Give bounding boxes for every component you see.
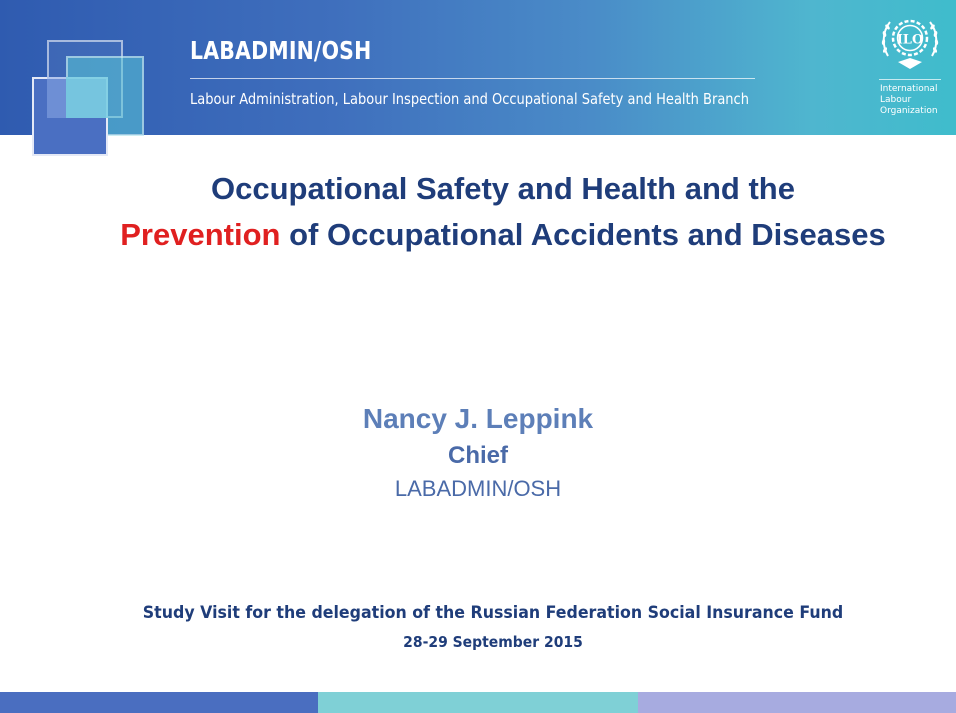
logo-divider [879,79,941,80]
footer-bar-segment [318,692,638,713]
branch-subtitle: Labour Administration, Labour Inspection and Occupational Safety and Health Branch [190,90,749,108]
presenter-org: LABADMIN/OSH [394,476,562,501]
title-highlight: Prevention [120,217,281,252]
footer-bar-segment [0,692,318,713]
header-divider [190,78,755,79]
presentation-title [100,166,906,258]
footer-bar-segment [638,692,956,713]
presenter-name: Nancy J. Leppink [362,403,594,434]
branch-title: LABADMIN/OSH [190,36,372,65]
presenter-role: Chief [448,442,508,469]
org-name: International Labour Organization [880,84,938,116]
event-name: Study Visit for the delegation of the Russian Federation Social Insurance Fund [142,603,844,623]
title-text-part2: of Occupational Accidents and Diseases [289,217,886,252]
decorative-square [66,77,108,118]
title-text-part1: Occupational Safety and Health and the [211,171,795,206]
ilo-logo-icon [878,12,942,74]
header-banner [0,0,956,135]
event-date: 28-29 September 2015 [403,633,583,651]
svg-text:ILO: ILO [896,32,924,48]
